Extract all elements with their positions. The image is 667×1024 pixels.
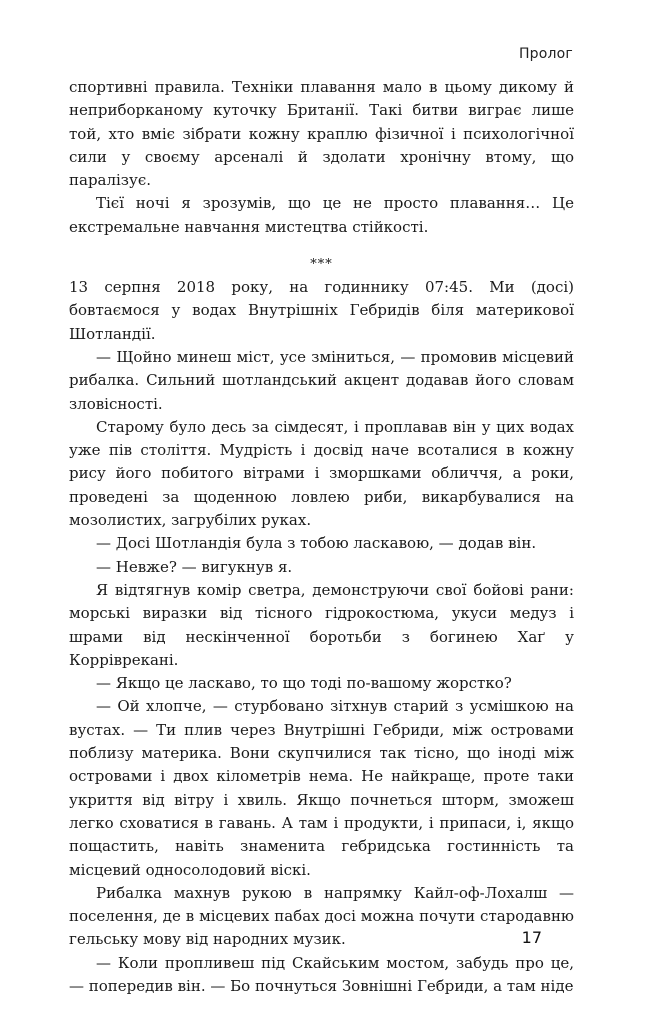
page-number: 17 [521, 928, 542, 947]
paragraph: Тієї ночі я зрозумів, що це не просто плавання… Це екстремальне навчання мистецтва стійкості. [69, 194, 574, 236]
paragraph: спортивні правила. Техніки плавання мало в цьому дикому й неприборканому куточку Британії. Такі битви виграє лише той, хто вміє зібрати кожну краплю фізичної і психологічної сили у своєму арсеналі й здолати хронічну втому, що паралізує. [69, 78, 574, 190]
section-separator: *** [310, 257, 333, 273]
paragraph: — Щойно минеш міст, усе зміниться, — промовив місцевий рибалка. Сильний шотландський акцент додавав його словам зловісності. [69, 347, 574, 413]
paragraph: — Якщо це ласкаво, то що тоді по-вашому жорстко? [96, 674, 512, 693]
paragraph: Рибалка махнув рукою в напрямку Кайл-оф-Лохалш — поселення, де в місцевих пабах досі можна почути стародавню гельську мову від народних музик. [69, 883, 574, 949]
paragraph: Старому було десь за сімдесят, і проплавав він у цих водах уже пів століття. Мудрість і досвід наче всоталися в кожну рису його побитого вітрами і зморшками обличчя, а роки, проведені за щоденною ловлею риби, викарбувалися на мозолистих, загрубілих руках. [69, 417, 574, 530]
paragraph: 13 серпня 2018 року, на годиннику 07:45. Ми (досі) бовтаємося у водах Внутрішніх Гебридів біля материкової Шотландії. [69, 278, 574, 343]
paragraph: — Ой хлопче, — стурбовано зітхнув старий з усмішкою на вустах. — Ти плив через Внутрішні Гебриди, між островами поблизу материка. Вони скупчилися так тісно, що іноді між островами і двох кілометрів нема. Не найкраще, проте таки укриття від вітру і хвиль. Якщо почнеться шторм, зможеш легко сховатися в гавань. А там і продукти, і припаси, і, якщо пощастить, навіть знаменита гебридська гостинність та місцевий односолодовий віскі. [69, 697, 574, 879]
body-text [69, 76, 574, 998]
paragraph: — Коли пропливеш під Скайським мостом, забудь про це, — попередив він. — Бо почнуться Зовнішні Гебриди, а там ніде [69, 953, 574, 995]
running-header: Пролог [518, 46, 573, 62]
paragraph: — Досі Шотландія була з тобою ласкавою, — додав він. [96, 534, 537, 553]
paragraph: — Невже? — вигукнув я. [96, 557, 293, 576]
paragraph: Я відтягнув комір светра, демонструючи свої бойові рани: морські виразки від тісного гідрокостюма, укуси медуз і шрами від нескінченної боротьби з богинею Хаґ у Корріврекані. [69, 580, 574, 669]
